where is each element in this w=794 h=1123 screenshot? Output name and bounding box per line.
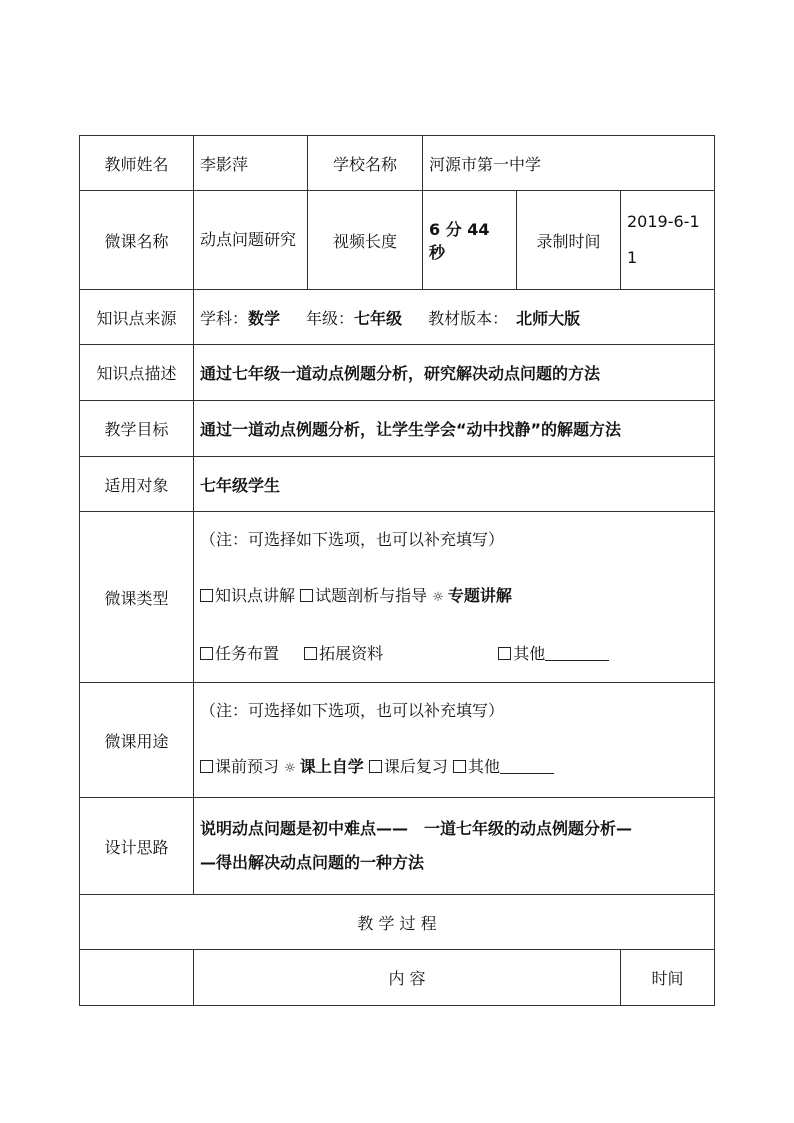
row-course — [80, 191, 715, 290]
use-option-preview: 课前预习 — [215, 757, 280, 776]
type-option-other: 其他 — [513, 644, 546, 663]
checkbox-icon[interactable] — [453, 760, 466, 773]
design-value — [194, 798, 715, 895]
content-header: 内 容 — [194, 950, 621, 1006]
row-course-type — [80, 512, 715, 683]
school-value: 河源市第一中学 — [423, 136, 715, 191]
checkbox-icon[interactable] — [369, 760, 382, 773]
teacher-value: 李影萍 — [194, 136, 308, 191]
school-label: 学校名称 — [308, 136, 423, 191]
design-line-1: 说明动点问题是初中难点—— 一道七年级的动点例题分析— — [200, 819, 633, 838]
course-use-note: （注：可选择如下选项，也可以补充填写） — [200, 701, 505, 720]
checkbox-icon[interactable] — [200, 589, 213, 602]
design-label: 设计思路 — [80, 798, 194, 895]
row-teacher — [80, 136, 715, 191]
design-line-2: —得出解决动点问题的一种方法 — [200, 853, 425, 872]
grade-value: 七年级 — [354, 308, 403, 328]
row-design — [80, 798, 715, 895]
edition-label: 教材版本： — [428, 308, 509, 328]
source-value — [194, 290, 715, 345]
course-type-note: （注：可选择如下选项，也可以补充填写） — [200, 530, 505, 549]
checkbox-icon[interactable] — [200, 647, 213, 660]
record-time-value: 2019-6-11 — [621, 191, 715, 290]
checkbox-icon[interactable] — [304, 647, 317, 660]
type-option-task: 任务布置 — [215, 644, 280, 663]
audience-value: 七年级学生 — [194, 457, 715, 512]
type-option-knowledge: 知识点讲解 — [215, 586, 296, 605]
row-source — [80, 290, 715, 345]
course-form-table — [79, 135, 715, 1006]
type-option-extension: 拓展资料 — [319, 644, 384, 663]
course-name-value: 动点问题研究 — [194, 191, 308, 290]
subject-label: 学科： — [200, 308, 249, 328]
sun-icon[interactable]: ☼ — [284, 761, 296, 776]
record-time-label: 录制时间 — [517, 191, 621, 290]
use-option-review: 课后复习 — [383, 757, 448, 776]
goal-value: 通过一道动点例题分析，让学生学会“动中找静”的解题方法 — [194, 401, 715, 457]
other-blank[interactable] — [545, 660, 609, 661]
use-option-other: 其他 — [467, 757, 500, 776]
time-header: 时间 — [621, 950, 715, 1006]
process-blank-cell — [80, 950, 194, 1006]
process-title: 教 学 过 程 — [80, 895, 715, 950]
course-name-label: 微课名称 — [80, 191, 194, 290]
goal-label: 教学目标 — [80, 401, 194, 457]
use-option-in-class: 课上自学 — [299, 757, 364, 776]
checkbox-icon[interactable] — [200, 760, 213, 773]
course-type-options — [194, 512, 715, 683]
row-description — [80, 345, 715, 401]
course-type-label: 微课类型 — [80, 512, 194, 683]
row-course-use — [80, 683, 715, 798]
other-blank[interactable] — [500, 773, 554, 774]
row-audience — [80, 457, 715, 512]
course-use-label: 微课用途 — [80, 683, 194, 798]
checkbox-icon[interactable] — [498, 647, 511, 660]
video-length-value: 6 分 44 秒 — [423, 191, 517, 290]
row-process-header — [80, 950, 715, 1006]
row-process-title — [80, 895, 715, 950]
audience-label: 适用对象 — [80, 457, 194, 512]
video-length-label: 视频长度 — [308, 191, 423, 290]
description-value: 通过七年级一道动点例题分析，研究解决动点问题的方法 — [194, 345, 715, 401]
source-label: 知识点来源 — [80, 290, 194, 345]
teacher-label: 教师姓名 — [80, 136, 194, 191]
checkbox-icon[interactable] — [300, 589, 313, 602]
description-label: 知识点描述 — [80, 345, 194, 401]
sun-icon[interactable]: ☼ — [432, 590, 444, 605]
subject-value: 数学 — [248, 308, 281, 328]
edition-value: 北师大版 — [516, 308, 581, 328]
course-use-options — [194, 683, 715, 798]
row-goal — [80, 401, 715, 457]
type-option-topic: 专题讲解 — [447, 586, 512, 605]
grade-label: 年级： — [306, 308, 355, 328]
type-option-analysis: 试题剖析与指导 — [315, 586, 428, 605]
